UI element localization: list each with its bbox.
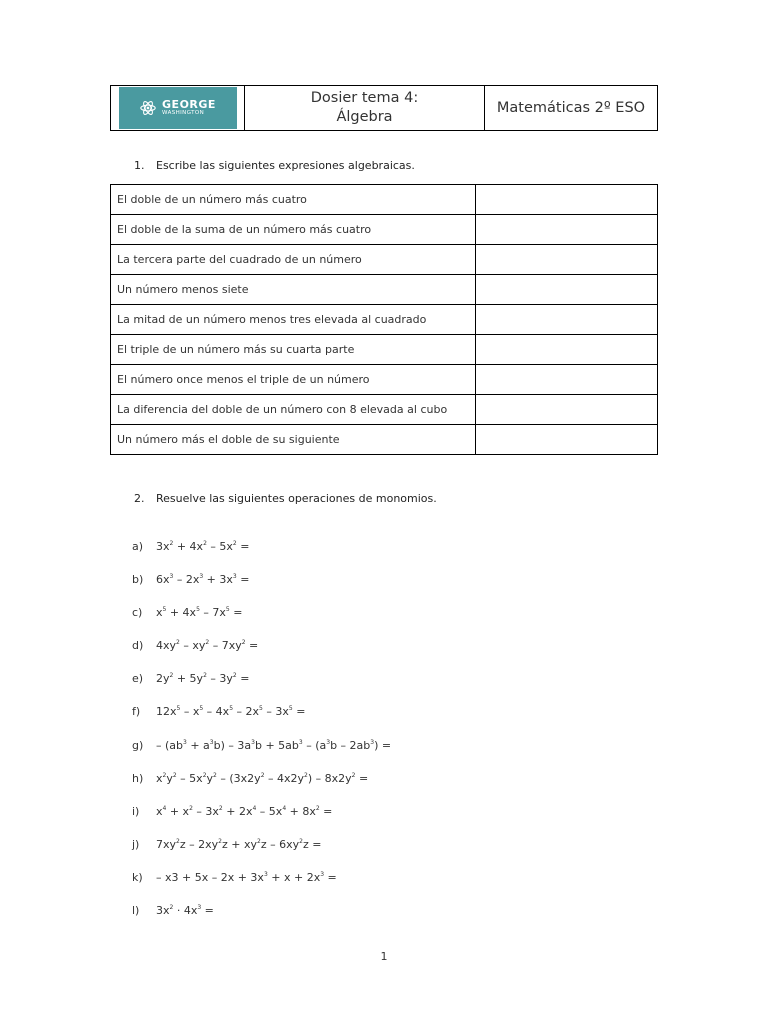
- operation-item: [132, 705, 391, 738]
- expression-text: La tercera parte del cuadrado de un número: [111, 245, 476, 275]
- page-number: 1: [380, 950, 388, 963]
- operation-expression: $7xy^2z - 2xy^2z + xy^2z - 6xy^2z$ =: [156, 837, 322, 851]
- logo-line1: GEORGE: [162, 98, 216, 112]
- answer-cell[interactable]: [476, 365, 658, 395]
- table-row: [111, 305, 658, 335]
- subject-label: Matemáticas 2º ESO: [496, 100, 646, 116]
- table-row: [111, 335, 658, 365]
- table-row: [111, 245, 658, 275]
- operation-item: [132, 606, 391, 639]
- title-cell: [245, 86, 485, 130]
- operation-item: [132, 871, 391, 904]
- operation-expression: $2y^2 + 5y^2 - 3y^2$ =: [156, 672, 250, 686]
- question-1-number: 1.: [134, 159, 145, 172]
- operation-label: b): [132, 573, 144, 587]
- operation-expression: $12x^5 - x^5 - 4x^5 - 2x^5 - 3x^5$ =: [156, 705, 306, 719]
- question-2-heading: [134, 492, 437, 505]
- operation-label: f): [132, 705, 141, 719]
- operation-expression: – $(ab^3 + a^3b) - 3a^3b + 5ab^3 - (a^3b - 2ab^3)$ =: [156, 738, 392, 752]
- operation-label: e): [132, 672, 144, 686]
- answer-cell[interactable]: [476, 185, 658, 215]
- expression-text: El triple de un número más su cuarta parte: [111, 335, 476, 365]
- school-logo: [119, 87, 237, 129]
- operation-expression: $6x^3 - 2x^3 + 3x^3$ =: [156, 573, 250, 587]
- question-2-text: Resuelve las siguientes operaciones de monomios.: [156, 492, 437, 505]
- operation-label: j): [132, 837, 140, 851]
- operation-expression: – $x3 + 5x - 2x + 3x^3 + x + 2x^3$ =: [156, 870, 337, 884]
- logo-line2: WASHINGTON: [162, 110, 205, 117]
- table-row: [111, 215, 658, 245]
- table-row: [111, 185, 658, 215]
- answer-cell[interactable]: [476, 305, 658, 335]
- operation-expression: $3x^2 + 4x^2 - 5x^2$ =: [156, 540, 250, 553]
- expression-text: Un número más el doble de su siguiente: [111, 425, 476, 455]
- answer-cell[interactable]: [476, 245, 658, 275]
- operation-item: [132, 772, 391, 805]
- question-1-heading: [134, 159, 415, 172]
- answer-cell[interactable]: [476, 275, 658, 305]
- operation-label: c): [132, 606, 143, 620]
- subject-cell: [485, 86, 657, 130]
- answer-cell[interactable]: [476, 215, 658, 245]
- operation-label: a): [132, 540, 144, 553]
- operation-label: h): [132, 771, 144, 785]
- expression-text: Un número menos siete: [111, 275, 476, 305]
- answer-cell[interactable]: [476, 335, 658, 365]
- operation-item: [132, 904, 391, 937]
- expression-text: El doble de un número más cuatro: [111, 185, 476, 215]
- expressions-table: [110, 184, 658, 455]
- operation-item: [132, 805, 391, 838]
- operations-list: [132, 540, 391, 937]
- atom-icon: [139, 99, 157, 117]
- table-row: [111, 365, 658, 395]
- operation-expression: $x^5 + 4x^5 - 7x^5$ =: [156, 606, 243, 620]
- operation-label: k): [132, 870, 143, 884]
- operation-expression: $x^2y^2 - 5x^2y^2 - (3x2y^2 - 4x2y^2) - 8x2y^2$ =: [156, 771, 369, 785]
- table-row: [111, 275, 658, 305]
- expression-text: El número once menos el triple de un número: [111, 365, 476, 395]
- table-row: [111, 425, 658, 455]
- operation-label: i): [132, 804, 140, 818]
- operation-item: [132, 838, 391, 871]
- expression-text: La mitad de un número menos tres elevada al cuadrado: [111, 305, 476, 335]
- answer-cell[interactable]: [476, 395, 658, 425]
- operation-item: [132, 672, 391, 705]
- answer-cell[interactable]: [476, 425, 658, 455]
- operation-item: [132, 540, 391, 573]
- operation-item: [132, 739, 391, 772]
- operation-label: g): [132, 738, 144, 752]
- question-1-text: Escribe las siguientes expresiones algebraicas.: [156, 159, 415, 172]
- doc-title-line2: Álgebra: [336, 109, 393, 125]
- logo-cell: [111, 86, 245, 130]
- expression-text: La diferencia del doble de un número con 8 elevada al cubo: [111, 395, 476, 425]
- operation-expression: $4xy^2 - xy^2 - 7xy^2$ =: [156, 639, 259, 653]
- operation-expression: $x^4 + x^2 - 3x^2 + 2x^4 - 5x^4 + 8x^2$ =: [156, 804, 333, 818]
- operation-expression: $3x^2 \cdot 4x^3$ =: [156, 904, 214, 918]
- operation-item: [132, 573, 391, 606]
- header-table: [110, 85, 658, 131]
- table-row: [111, 395, 658, 425]
- operation-label: d): [132, 639, 144, 653]
- operation-label: l): [132, 904, 140, 918]
- question-2-number: 2.: [134, 492, 145, 505]
- operation-item: [132, 639, 391, 672]
- expression-text: El doble de la suma de un número más cuatro: [111, 215, 476, 245]
- doc-title-line1: Dosier tema 4:: [310, 90, 419, 106]
